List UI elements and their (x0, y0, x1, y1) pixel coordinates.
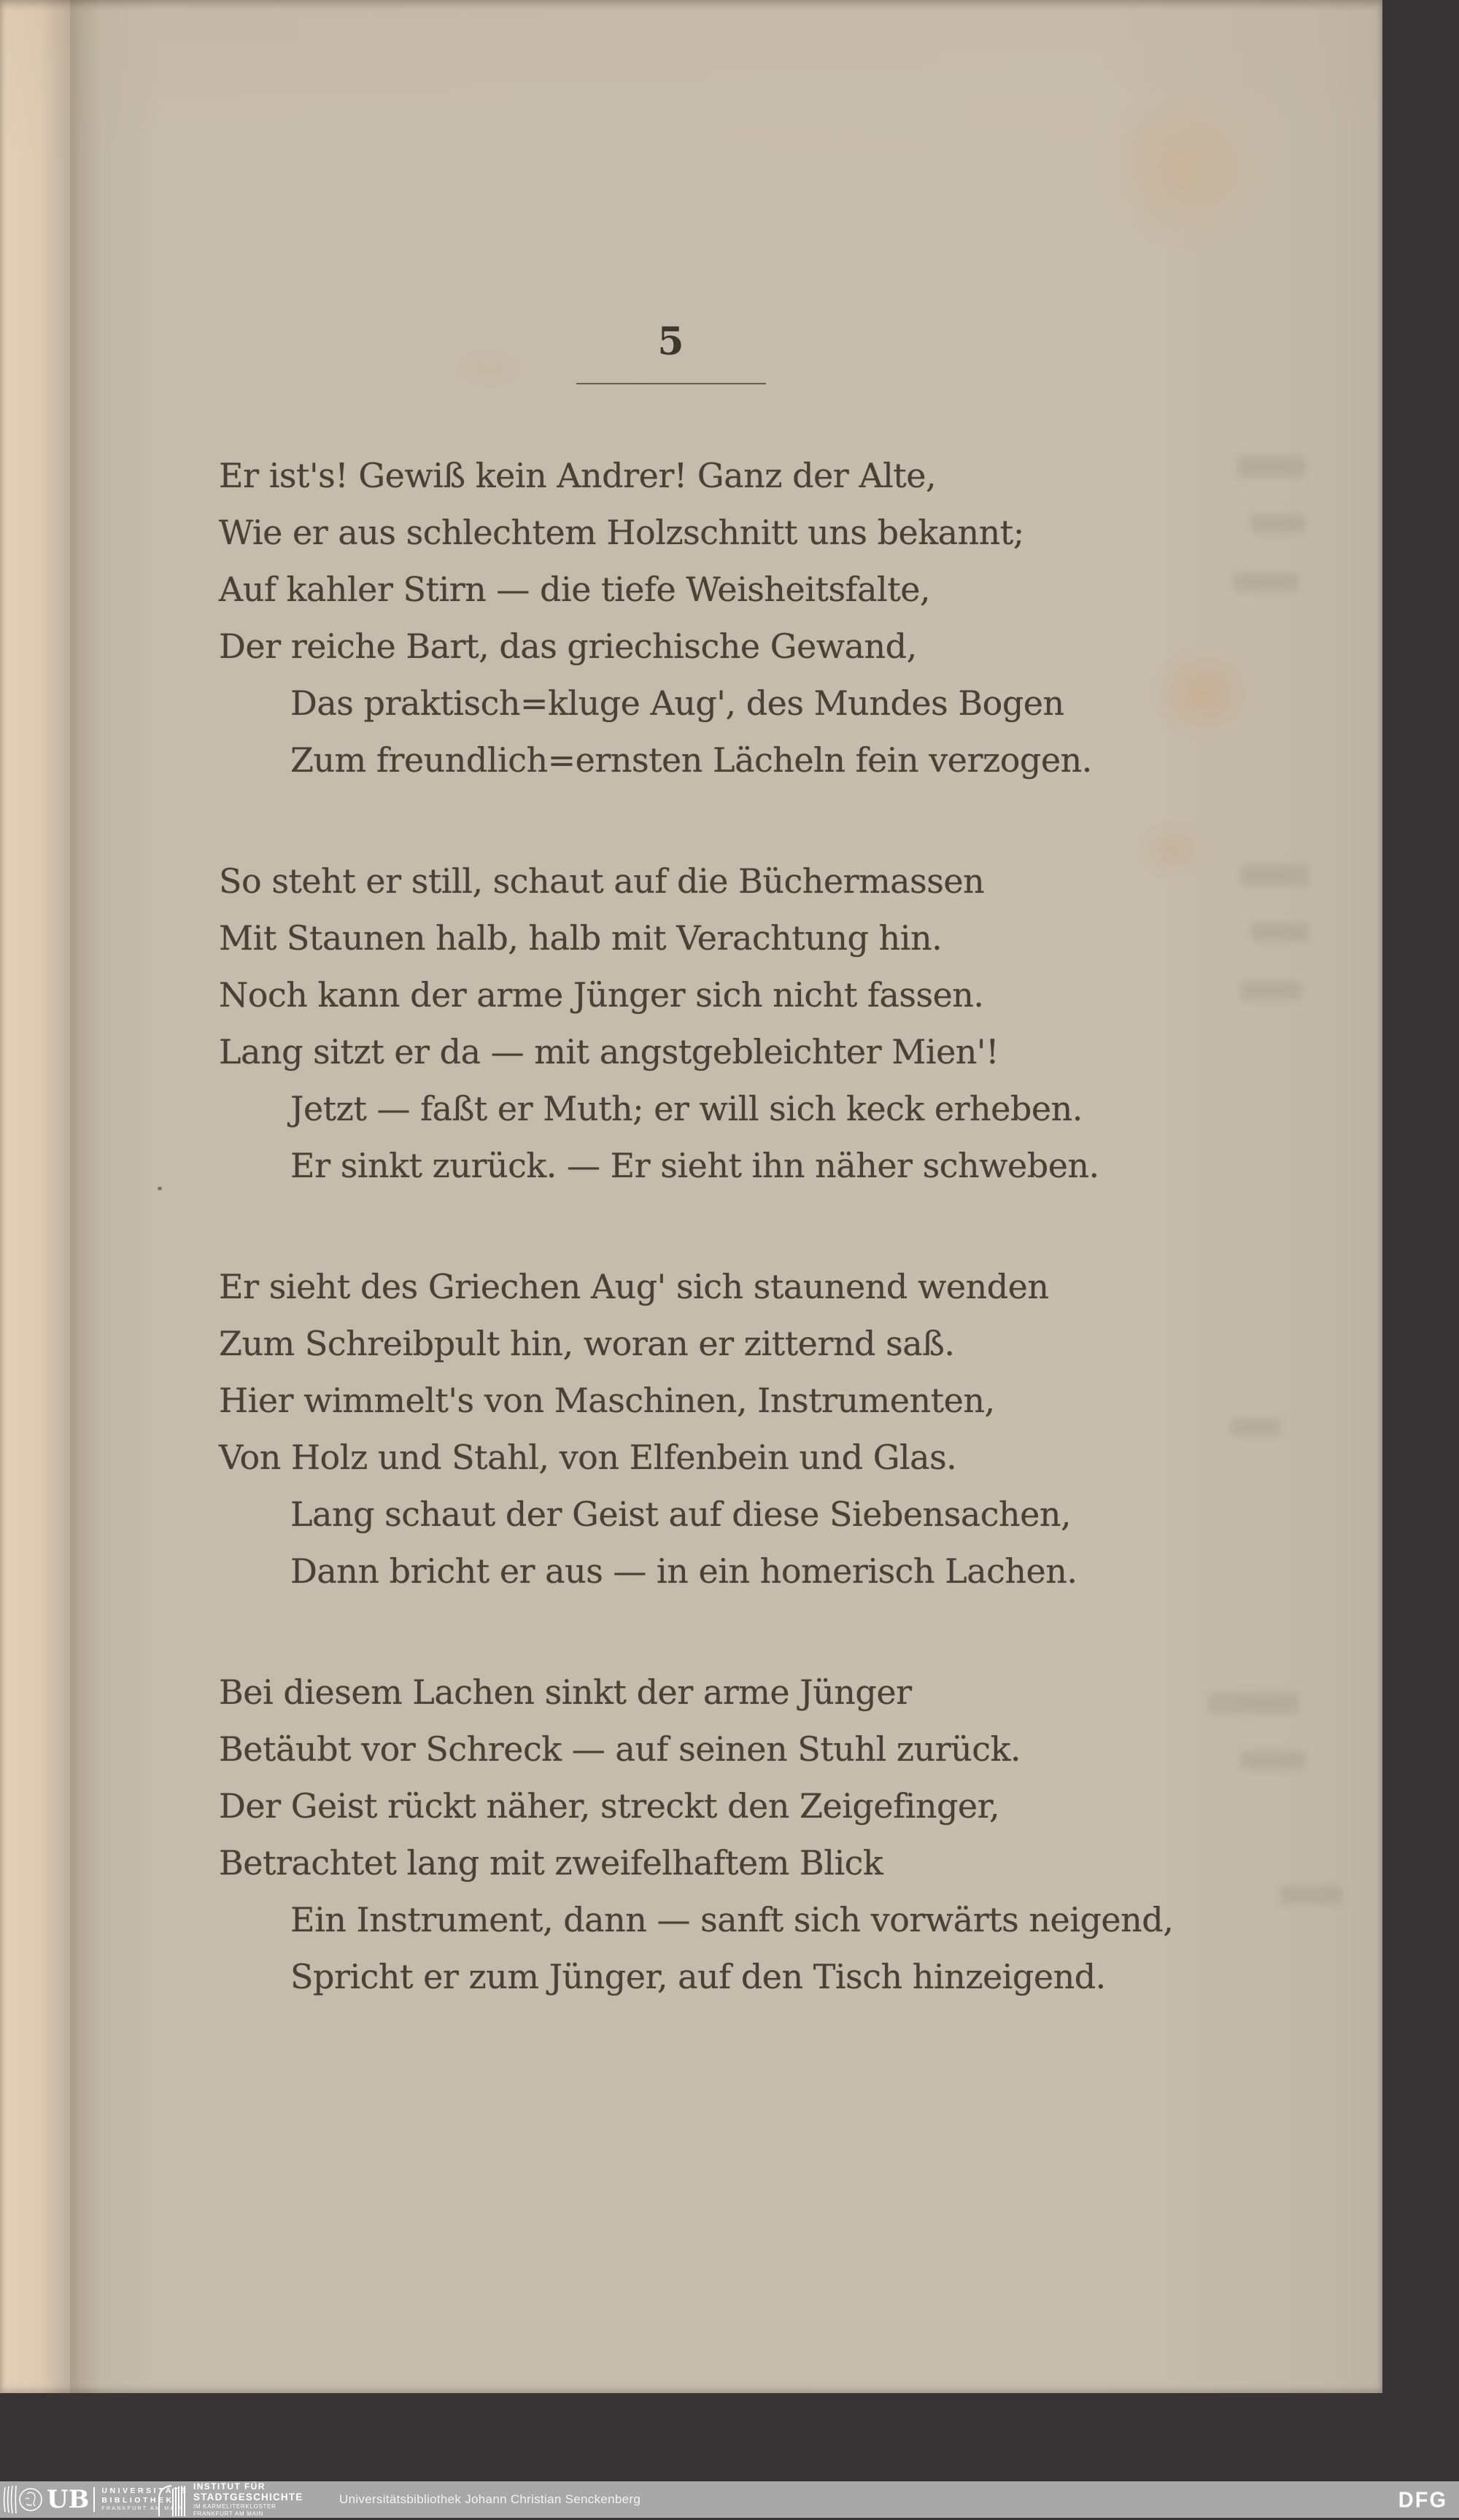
poem-line: Zum freundlich=ernsten Lächeln fein verzogen. (290, 740, 1092, 780)
poem-line: Betrachtet lang mit zweifelhaftem Blick (219, 1843, 883, 1883)
poem-line: Wie er aus schlechtem Holzschnitt uns bekannt; (219, 513, 1024, 552)
foxing-stain (1094, 80, 1277, 255)
viewer-footer (0, 2481, 1459, 2518)
poem-line: Der reiche Bart, das griechische Gewand, (219, 627, 917, 666)
library-credit: Universitätsbibliothek Johann Christian Senckenberg (339, 2492, 641, 2506)
header-rule (576, 383, 766, 384)
page-number: 5 (657, 319, 685, 364)
poem-line: Auf kahler Stirn — die tiefe Weisheitsfalte, (219, 570, 931, 609)
isg-logo-line3: IM KARMELITERKLOSTER (193, 2503, 276, 2510)
ub-logo-line1: UNIVERSITÄTS (101, 2486, 189, 2495)
book-pages-and-goethe-portrait-icon (3, 2481, 44, 2518)
dfg-logo: DFG (1398, 2488, 1447, 2513)
ub-logo-divider (93, 2487, 95, 2512)
poem-stanza (0, 853, 1382, 1194)
poem-line: Spricht er zum Jünger, auf den Tisch hinzeigend. (290, 1957, 1106, 1996)
poem-line: Das praktisch=kluge Aug', des Mundes Bogen (290, 683, 1064, 723)
gothic-arch-icon (155, 2481, 193, 2518)
poem-line: Betäubt vor Schreck — auf seinen Stuhl zurück. (219, 1729, 1021, 1769)
ub-logo-abbr: UB (47, 2485, 90, 2514)
poem-line: Lang sitzt er da — mit angstgebleichter Mien'! (219, 1032, 999, 1071)
isg-logo (155, 2481, 303, 2518)
poem-line: Er sieht des Griechen Aug' sich staunend wenden (219, 1267, 1049, 1306)
isg-logo-line1: INSTITUT FÜR (193, 2481, 266, 2492)
ub-logo-line3: FRANKFURT AM MAIN (101, 2506, 185, 2511)
poem-line: Lang schaut der Geist auf diese Siebensachen, (290, 1494, 1072, 1534)
poem-line: Dann bricht er aus — in ein homerisch Lachen. (290, 1551, 1077, 1591)
poem-line: Noch kann der arme Jünger sich nicht fassen. (219, 975, 984, 1015)
poem-line: Zum Schreibpult hin, woran er zitternd saß. (219, 1324, 955, 1363)
poem-line: So steht er still, schaut auf die Büchermassen (219, 861, 985, 901)
poem-line: Er sinkt zurück. — Er sieht ihn näher schweben. (290, 1146, 1099, 1185)
poem-stanza (0, 447, 1382, 788)
poem-line: Ein Instrument, dann — sanft sich vorwärts neigend, (290, 1900, 1174, 1939)
poem-line: Er ist's! Gewiß kein Andrer! Ganz der Alte, (219, 456, 937, 495)
isg-logo-line2: STADTGESCHICHTE (193, 2492, 303, 2502)
poem-stanza (0, 1664, 1382, 2005)
poem (0, 447, 1382, 2069)
poem-line: Hier wimmelt's von Maschinen, Instrumenten, (219, 1381, 995, 1420)
poem-line: Bei diesem Lachen sinkt der arme Jünger (219, 1672, 912, 1712)
poem-line: Jetzt — faßt er Muth; er will sich keck erheben. (290, 1089, 1083, 1128)
isg-logo-text (193, 2482, 303, 2517)
poem-line: Der Geist rückt näher, streckt den Zeigefinger, (219, 1786, 1000, 1826)
isg-logo-line4: FRANKFURT AM MAIN (193, 2511, 264, 2517)
poem-line: Mit Staunen halb, halb mit Verachtung hin. (219, 918, 943, 958)
poem-stanza (0, 1258, 1382, 1600)
ub-logo-line2: BIBLIOTHEK (101, 2496, 174, 2505)
foxing-stain (445, 343, 533, 394)
poem-line: Von Holz und Stahl, von Elfenbein und Glas. (219, 1438, 957, 1477)
